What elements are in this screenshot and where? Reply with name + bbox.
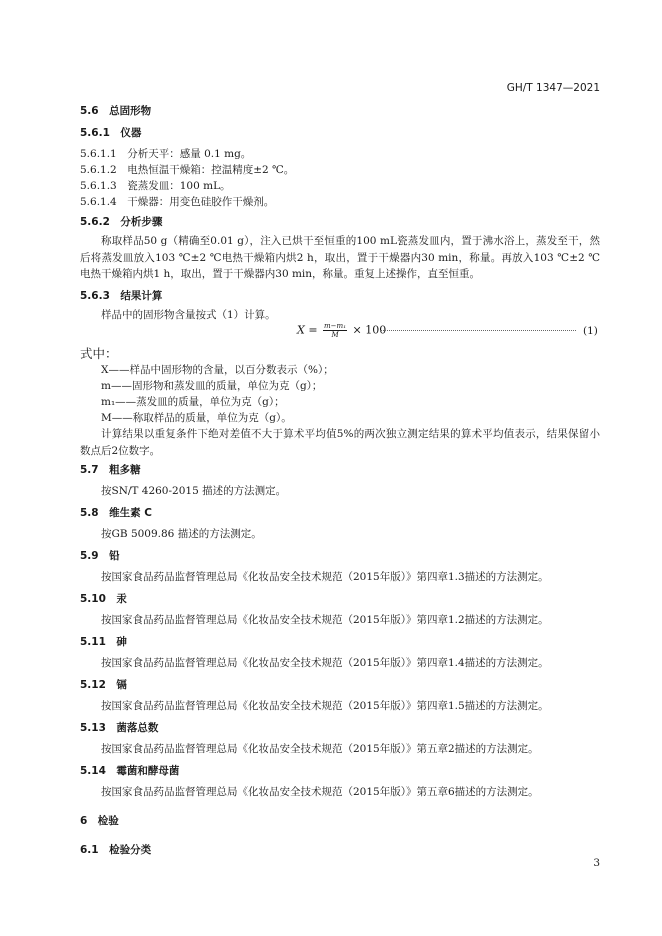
chapter-6-title: 6 检验 xyxy=(80,815,119,827)
formula-denominator: M xyxy=(331,331,339,339)
result-paragraph: 计算结果以重复条件下绝对差值不大于算术平均值5%的两次独立测定结果的算术平均值表示，结果保留小数点后2位数字。 xyxy=(80,428,600,457)
formula-number: (1) xyxy=(583,325,598,337)
instrument-item: 5.6.1.2 电热恒温干燥箱：控温精度±2 ℃。 xyxy=(80,164,295,176)
section-body: 按国家食品药品监督管理总局《化妆品安全技术规范（2015年版）》第四章1.4描述的方法测定。 xyxy=(101,657,549,669)
document-code: GH/T 1347—2021 xyxy=(506,82,600,94)
section-title: 5.14 霉菌和酵母菌 xyxy=(80,765,180,777)
where-label: 式中： xyxy=(80,346,118,361)
instrument-item: 5.6.1.3 瓷蒸发皿：100 mL。 xyxy=(80,180,231,192)
instrument-item: 5.6.1.4 干燥器：用变色硅胶作干燥剂。 xyxy=(80,196,275,208)
section-title: 5.10 汞 xyxy=(80,593,127,605)
formula-leader-dots xyxy=(380,330,576,331)
section-body: 按国家食品药品监督管理总局《化妆品安全技术规范（2015年版）》第五章6描述的方法测定。 xyxy=(101,786,539,798)
variable-definition: m——固形物和蒸发皿的质量，单位为克（g）； xyxy=(101,380,323,392)
formula-lhs: X = xyxy=(297,323,318,337)
page-number: 3 xyxy=(593,857,600,869)
section-body: 按GB 5009.86 描述的方法测定。 xyxy=(101,528,262,540)
section-body: 按国家食品药品监督管理总局《化妆品安全技术规范（2015年版）》第四章1.5描述的方法测定。 xyxy=(101,700,549,712)
variable-definition: m₁——蒸发皿的质量，单位为克（g）； xyxy=(101,396,285,408)
analysis-steps-paragraph: 称取样品50 g（精确至0.01 g），注入已烘干至恒重的100 mL瓷蒸发皿内，置于沸水浴上，蒸发至干，然后将蒸发皿放入103 ℃±2 ℃电热干燥箱内烘2 h，取出，置于干燥器内30 min，称量。再放入103 ℃±2 ℃电热干燥箱内烘1 h，取出，置于干燥器内30 min，称量。重复上述操作，直至恒重。 xyxy=(80,235,600,280)
section-body: 按国家食品药品监督管理总局《化妆品安全技术规范（2015年版）》第四章1.2描述的方法测定。 xyxy=(101,614,549,626)
section-title: 5.7 粗多糖 xyxy=(80,464,141,476)
calculation-intro: 样品中的固形物含量按式（1）计算。 xyxy=(101,309,276,321)
section-5-6-1-title: 5.6.1 仪器 xyxy=(80,127,142,139)
section-body: 按国家食品药品监督管理总局《化妆品安全技术规范（2015年版）》第四章1.3描述的方法测定。 xyxy=(101,571,549,583)
variable-definition: X——样品中固形物的含量，以百分数表示（%）； xyxy=(101,364,334,376)
section-6-1-title: 6.1 检验分类 xyxy=(80,844,152,856)
section-title: 5.12 镉 xyxy=(80,679,127,691)
section-title: 5.13 菌落总数 xyxy=(80,722,159,734)
formula-numerator: m−m₁ xyxy=(324,322,346,330)
section-5-6-3-title: 5.6.3 结果计算 xyxy=(80,290,163,302)
section-body: 按SN/T 4260-2015 描述的方法测定。 xyxy=(101,485,287,497)
section-body: 按国家食品药品监督管理总局《化妆品安全技术规范（2015年版）》第五章2描述的方法测定。 xyxy=(101,743,539,755)
section-title: 5.8 维生素 C xyxy=(80,507,152,519)
formula-rhs: × 100 xyxy=(352,323,387,337)
section-5-6-title: 5.6 总固形物 xyxy=(80,105,152,117)
formula xyxy=(297,322,386,339)
formula-fraction xyxy=(323,322,347,339)
section-title: 5.9 铅 xyxy=(80,550,120,562)
section-5-6-2-title: 5.6.2 分析步骤 xyxy=(80,216,163,228)
instrument-item: 5.6.1.1 分析天平：感量 0.1 mg。 xyxy=(80,148,252,160)
variable-definition: M——称取样品的质量，单位为克（g）。 xyxy=(101,412,292,424)
section-title: 5.11 砷 xyxy=(80,636,127,648)
